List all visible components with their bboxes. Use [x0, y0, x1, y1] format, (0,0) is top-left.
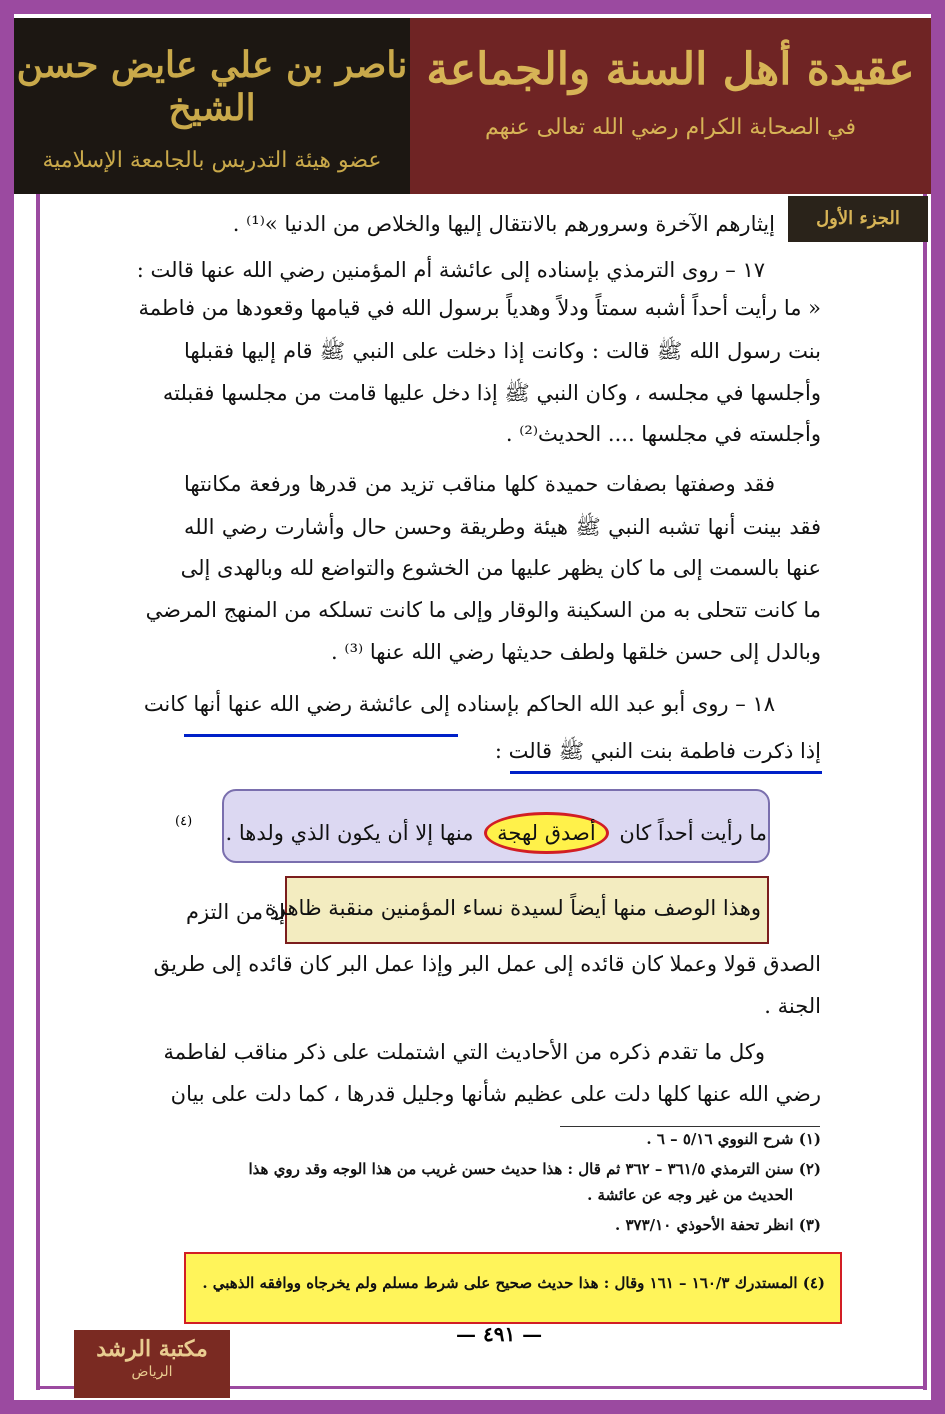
boxed-text: وهذا الوصف منها أيضاً لسيدة نساء المؤمنين منقبة ظاهرة	[264, 896, 761, 920]
text-line: ١٧ – روى الترمذي بإسناده إلى عائشة أم المؤمنين رضي الله عنها قالت :	[136, 258, 765, 282]
frame-left	[36, 194, 40, 1390]
stamp-sub: الرياض	[131, 1364, 173, 1380]
stamp-main: مكتبة الرشد	[96, 1336, 208, 1362]
text-line: فقد بينت أنها تشبه النبي ﷺ هيئة وطريقة وحسن حال وأشارت رضي الله	[184, 515, 821, 539]
book-subtitle: في الصحابة الكرام رضي الله تعالى عنهم	[485, 114, 856, 140]
volume-label: الجزء الأول	[788, 196, 928, 242]
text-line: وكل ما تقدم ذكره من الأحاديث التي اشتملت على ذكر مناقب لفاطمة	[163, 1040, 765, 1064]
author-banner	[14, 18, 410, 194]
footnote: الحديث من غير وجه عن عائشة .	[587, 1186, 793, 1204]
quote-text	[226, 812, 767, 854]
page-number: — ٤٩١ —	[456, 1322, 543, 1346]
text-line: الصدق قولا وعملا كان قائده إلى عمل البر وإذا عمل البر كان قائده إلى طريق	[153, 952, 821, 976]
footnote: (٤) المستدرك ١٦٠/٣ – ١٦١ وقال : هذا حديث صحيح على شرط مسلم ولم يخرجاه ووافقه الذهبي .	[202, 1274, 825, 1292]
text-line: ١٨ – روى أبو عبد الله الحاكم بإسناده إلى عائشة رضي الله عنها أنها كانت	[143, 692, 775, 716]
text-line: فقد وصفتها بصفات حميدة كلها مناقب تزيد من قدرها ورفعة مكانتها	[184, 472, 775, 496]
book-header	[14, 18, 931, 194]
text-line: رضي الله عنها كلها دلت على عظيم شأنها وجليل قدرها ، كما دلت على بيان	[170, 1082, 821, 1106]
footnote-marker: (٤)	[175, 814, 193, 829]
text-line: بنت رسول الله ﷺ قالت : وكانت إذا دخلت على النبي ﷺ قام إليها فقبلها	[184, 339, 821, 363]
text-line: الجنة .	[764, 994, 821, 1018]
text-line: وأجلسته في مجلسها .... الحديث⁽²⁾ .	[505, 422, 821, 446]
text-line: عنها بالسمت إلى ما كان يظهر عليها من الخشوع والتواضع لله وبالهدى إلى	[180, 556, 821, 580]
quote-before: ما رأيت أحداً كان	[619, 821, 767, 845]
author-title: عضو هيئة التدريس بالجامعة الإسلامية	[42, 148, 382, 174]
text-line: ما كانت تتحلى به من السكينة والوقار وإلى ما كانت تسلكه من المنهج المرضي	[145, 598, 821, 622]
book-title: عقيدة أهل السنة والجماعة	[426, 44, 915, 95]
footnote: (٢) سنن الترمذي ٣٦١/٥ – ٣٦٢ ثم قال : هذا حديث حسن غريب من هذا الوجه وقد روي هذا	[248, 1160, 821, 1178]
frame-right	[923, 194, 927, 1390]
boxed-tail: إذ من التزم	[186, 900, 285, 924]
title-banner	[410, 18, 931, 194]
footnote: (٣) انظر تحفة الأحوذي ٣٧٣/١٠ .	[615, 1216, 821, 1234]
publisher-stamp	[74, 1330, 230, 1398]
underline	[510, 771, 822, 774]
text-line: وبالدل إلى حسن خلقها ولطف حديثها رضي الله عنها ⁽³⁾ .	[331, 640, 821, 664]
highlighted-phrase: أصدق لهجة	[484, 812, 609, 854]
footnote: (١) شرح النووي ٥/١٦ – ٦ .	[646, 1130, 821, 1148]
underline	[184, 734, 458, 737]
text-line: « ما رأيت أحداً أشبه سمتاً ودلاً وهدياً برسول الله في قيامها وقعودها من فاطمة	[138, 296, 821, 320]
text-line: إيثارهم الآخرة وسرورهم بالانتقال إليها والخلاص من الدنيا »⁽¹⁾ .	[232, 212, 775, 236]
text-line: وأجلسها في مجلسه ، وكان النبي ﷺ إذا دخل عليها قامت من مجلسها فقبلته	[162, 381, 821, 405]
footnote-separator	[560, 1126, 820, 1127]
author-name: ناصر بن علي عايض حسن الشيخ	[16, 44, 408, 130]
text-line: إذا ذكرت فاطمة بنت النبي ﷺ قالت :	[494, 739, 821, 763]
quote-after: منها إلا أن يكون الذي ولدها .	[225, 821, 474, 845]
